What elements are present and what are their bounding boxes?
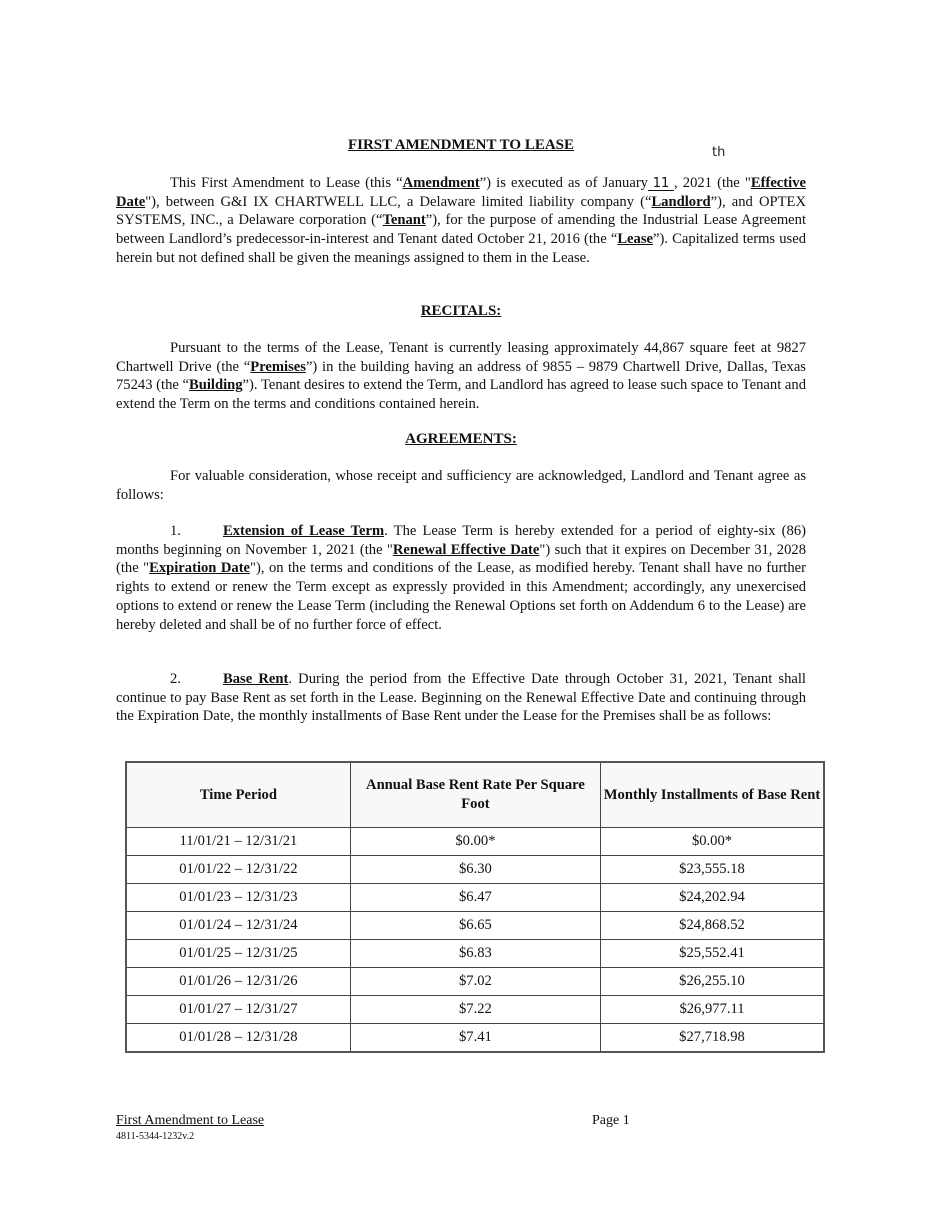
table-row bbox=[126, 912, 824, 940]
cell-time-period: 01/01/27 – 12/31/27 bbox=[126, 996, 350, 1024]
document-title: FIRST AMENDMENT TO LEASE bbox=[347, 137, 575, 153]
cell-monthly-installment: $24,868.52 bbox=[601, 912, 824, 940]
section-1-paragraph bbox=[116, 522, 806, 634]
table-row bbox=[126, 856, 824, 884]
cell-time-period: 01/01/24 – 12/31/24 bbox=[126, 912, 350, 940]
recitals-paragraph bbox=[116, 339, 806, 414]
table-row bbox=[126, 1024, 824, 1053]
footer-document-id: 4811-5344-1232v.2 bbox=[116, 1131, 195, 1142]
cell-annual-rate: $6.30 bbox=[350, 856, 600, 884]
intro-text: , 2021 (the " bbox=[673, 175, 751, 191]
agreements-intro-text: For valuable consideration, whose receipt and sufficiency are acknowledged, Landlord and Tenant agree as follows: bbox=[116, 468, 806, 503]
cell-monthly-installment: $25,552.41 bbox=[601, 940, 824, 968]
cell-time-period: 01/01/25 – 12/31/25 bbox=[126, 940, 350, 968]
section-1-text: "), on the terms and conditions of the Lease, as modified hereby. Tenant shall have no further rights to extend or renew the Term except as expressly provided in this Amendment; accordingly, any unexercised options to extend or renew the Lease Term (including the Renewal Options set forth on Addendum 6 to the Lease) are hereby deleted and shall be of no further force of effect. bbox=[116, 560, 806, 633]
intro-text: ”), and OPTEX SYSTEMS, INC., a Delaware corporation (“ bbox=[116, 193, 806, 229]
footer-document-title: First Amendment to Lease bbox=[116, 1113, 265, 1128]
table-row bbox=[126, 828, 824, 856]
cell-time-period: 01/01/23 – 12/31/23 bbox=[126, 884, 350, 912]
intro-text: This First Amendment to Lease (this “ bbox=[170, 175, 403, 191]
header-monthly-installment: Monthly Installments of Base Rent bbox=[601, 762, 824, 828]
intro-text: "), between G&I IX CHARTWELL LLC, a Delaware limited liability company (“ bbox=[145, 193, 652, 210]
cell-monthly-installment: $23,555.18 bbox=[601, 856, 824, 884]
cell-time-period: 01/01/26 – 12/31/26 bbox=[126, 968, 350, 996]
table-header-row bbox=[126, 762, 824, 828]
cell-time-period: 01/01/28 – 12/31/28 bbox=[126, 1024, 350, 1053]
header-time-period: Time Period bbox=[126, 762, 350, 828]
intro-text: ”), for the purpose of amending the Industrial Lease Agreement between Landlord’s predecessor-in-interest and Tenant dated October 21, 2016 (the “ bbox=[116, 212, 807, 248]
cell-annual-rate: $6.47 bbox=[350, 884, 600, 912]
handwritten-ordinal-suffix: th bbox=[712, 145, 726, 160]
defined-term-amendment: Amendment bbox=[402, 175, 480, 191]
cell-annual-rate: $7.41 bbox=[350, 1024, 600, 1053]
header-annual-rate: Annual Base Rent Rate Per Square Foot bbox=[350, 762, 600, 828]
cell-annual-rate: $6.65 bbox=[350, 912, 600, 940]
cell-monthly-installment: $0.00* bbox=[601, 828, 824, 856]
cell-annual-rate: $6.83 bbox=[350, 940, 600, 968]
table-row bbox=[126, 968, 824, 996]
cell-monthly-installment: $26,977.11 bbox=[601, 996, 824, 1024]
agreements-intro bbox=[116, 467, 806, 504]
cell-annual-rate: $7.02 bbox=[350, 968, 600, 996]
base-rent-table bbox=[125, 761, 825, 1053]
section-1-title: Extension of Lease Term bbox=[223, 523, 385, 539]
intro-text: ”). Capitalized terms used herein but not defined shall be given the meanings assigned to them in the Lease. bbox=[116, 231, 807, 266]
footer-page-number: Page 1 bbox=[592, 1113, 630, 1128]
defined-term-tenant: Tenant bbox=[382, 212, 426, 229]
cell-time-period: 11/01/21 – 12/31/21 bbox=[126, 828, 350, 856]
section-2-paragraph bbox=[116, 670, 806, 726]
section-2-title: Base Rent bbox=[223, 671, 289, 687]
cell-monthly-installment: $24,202.94 bbox=[601, 884, 824, 912]
intro-paragraph bbox=[116, 174, 806, 268]
recitals-heading: RECITALS: bbox=[420, 303, 502, 319]
defined-term-expiration-date: Expiration Date bbox=[149, 560, 251, 577]
agreements-heading: AGREEMENTS: bbox=[405, 431, 517, 447]
table-row bbox=[126, 940, 824, 968]
defined-term-lease: Lease bbox=[617, 231, 653, 248]
section-1-text: . The Lease Term is hereby extended for a period of eighty-six (86) months beginning on November 1, 2021 (the " bbox=[116, 523, 806, 558]
recitals-text: Pursuant to the terms of the Lease, Tenant is currently leasing approximately 44,867 square feet at 9827 Chartwell Drive (the “ bbox=[116, 340, 806, 375]
cell-annual-rate: $0.00* bbox=[350, 828, 600, 856]
cell-monthly-installment: $27,718.98 bbox=[601, 1024, 824, 1053]
table-row bbox=[126, 884, 824, 912]
cell-monthly-installment: $26,255.10 bbox=[601, 968, 824, 996]
recitals-text: ”). Tenant desires to extend the Term, and Landlord has agreed to lease such space to Tenant and extend the Term on the terms and conditions contained herein. bbox=[116, 377, 806, 413]
section-2-number: 2. bbox=[170, 671, 181, 687]
intro-text: ”) is executed as of January bbox=[479, 175, 648, 191]
handwritten-day: 11 bbox=[648, 177, 674, 191]
cell-annual-rate: $7.22 bbox=[350, 996, 600, 1024]
cell-time-period: 01/01/22 – 12/31/22 bbox=[126, 856, 350, 884]
recitals-text: ”) in the building having an address of 9855 – 9879 Chartwell Drive, Dallas, Texas 75243 (the “ bbox=[116, 358, 806, 394]
table-row bbox=[126, 996, 824, 1024]
defined-term-effective-date: Effective Date bbox=[116, 175, 806, 210]
section-2-text: . During the period from the Effective Date through October 31, 2021, Tenant shall continue to pay Base Rent as set forth in the Lease. Beginning on the Renewal Effective Date and continuing through the Expiration Date, the monthly installments of Base Rent under the Lease for the Premises shall be as follows: bbox=[116, 671, 806, 725]
defined-term-premises: Premises bbox=[250, 358, 306, 375]
defined-term-building: Building bbox=[189, 377, 243, 394]
defined-term-renewal-effective-date: Renewal Effective Date bbox=[392, 541, 540, 558]
section-1-text: ") such that it expires on December 31, 2028 (the " bbox=[116, 541, 806, 577]
section-1-number: 1. bbox=[170, 523, 181, 539]
defined-term-landlord: Landlord bbox=[651, 193, 711, 210]
